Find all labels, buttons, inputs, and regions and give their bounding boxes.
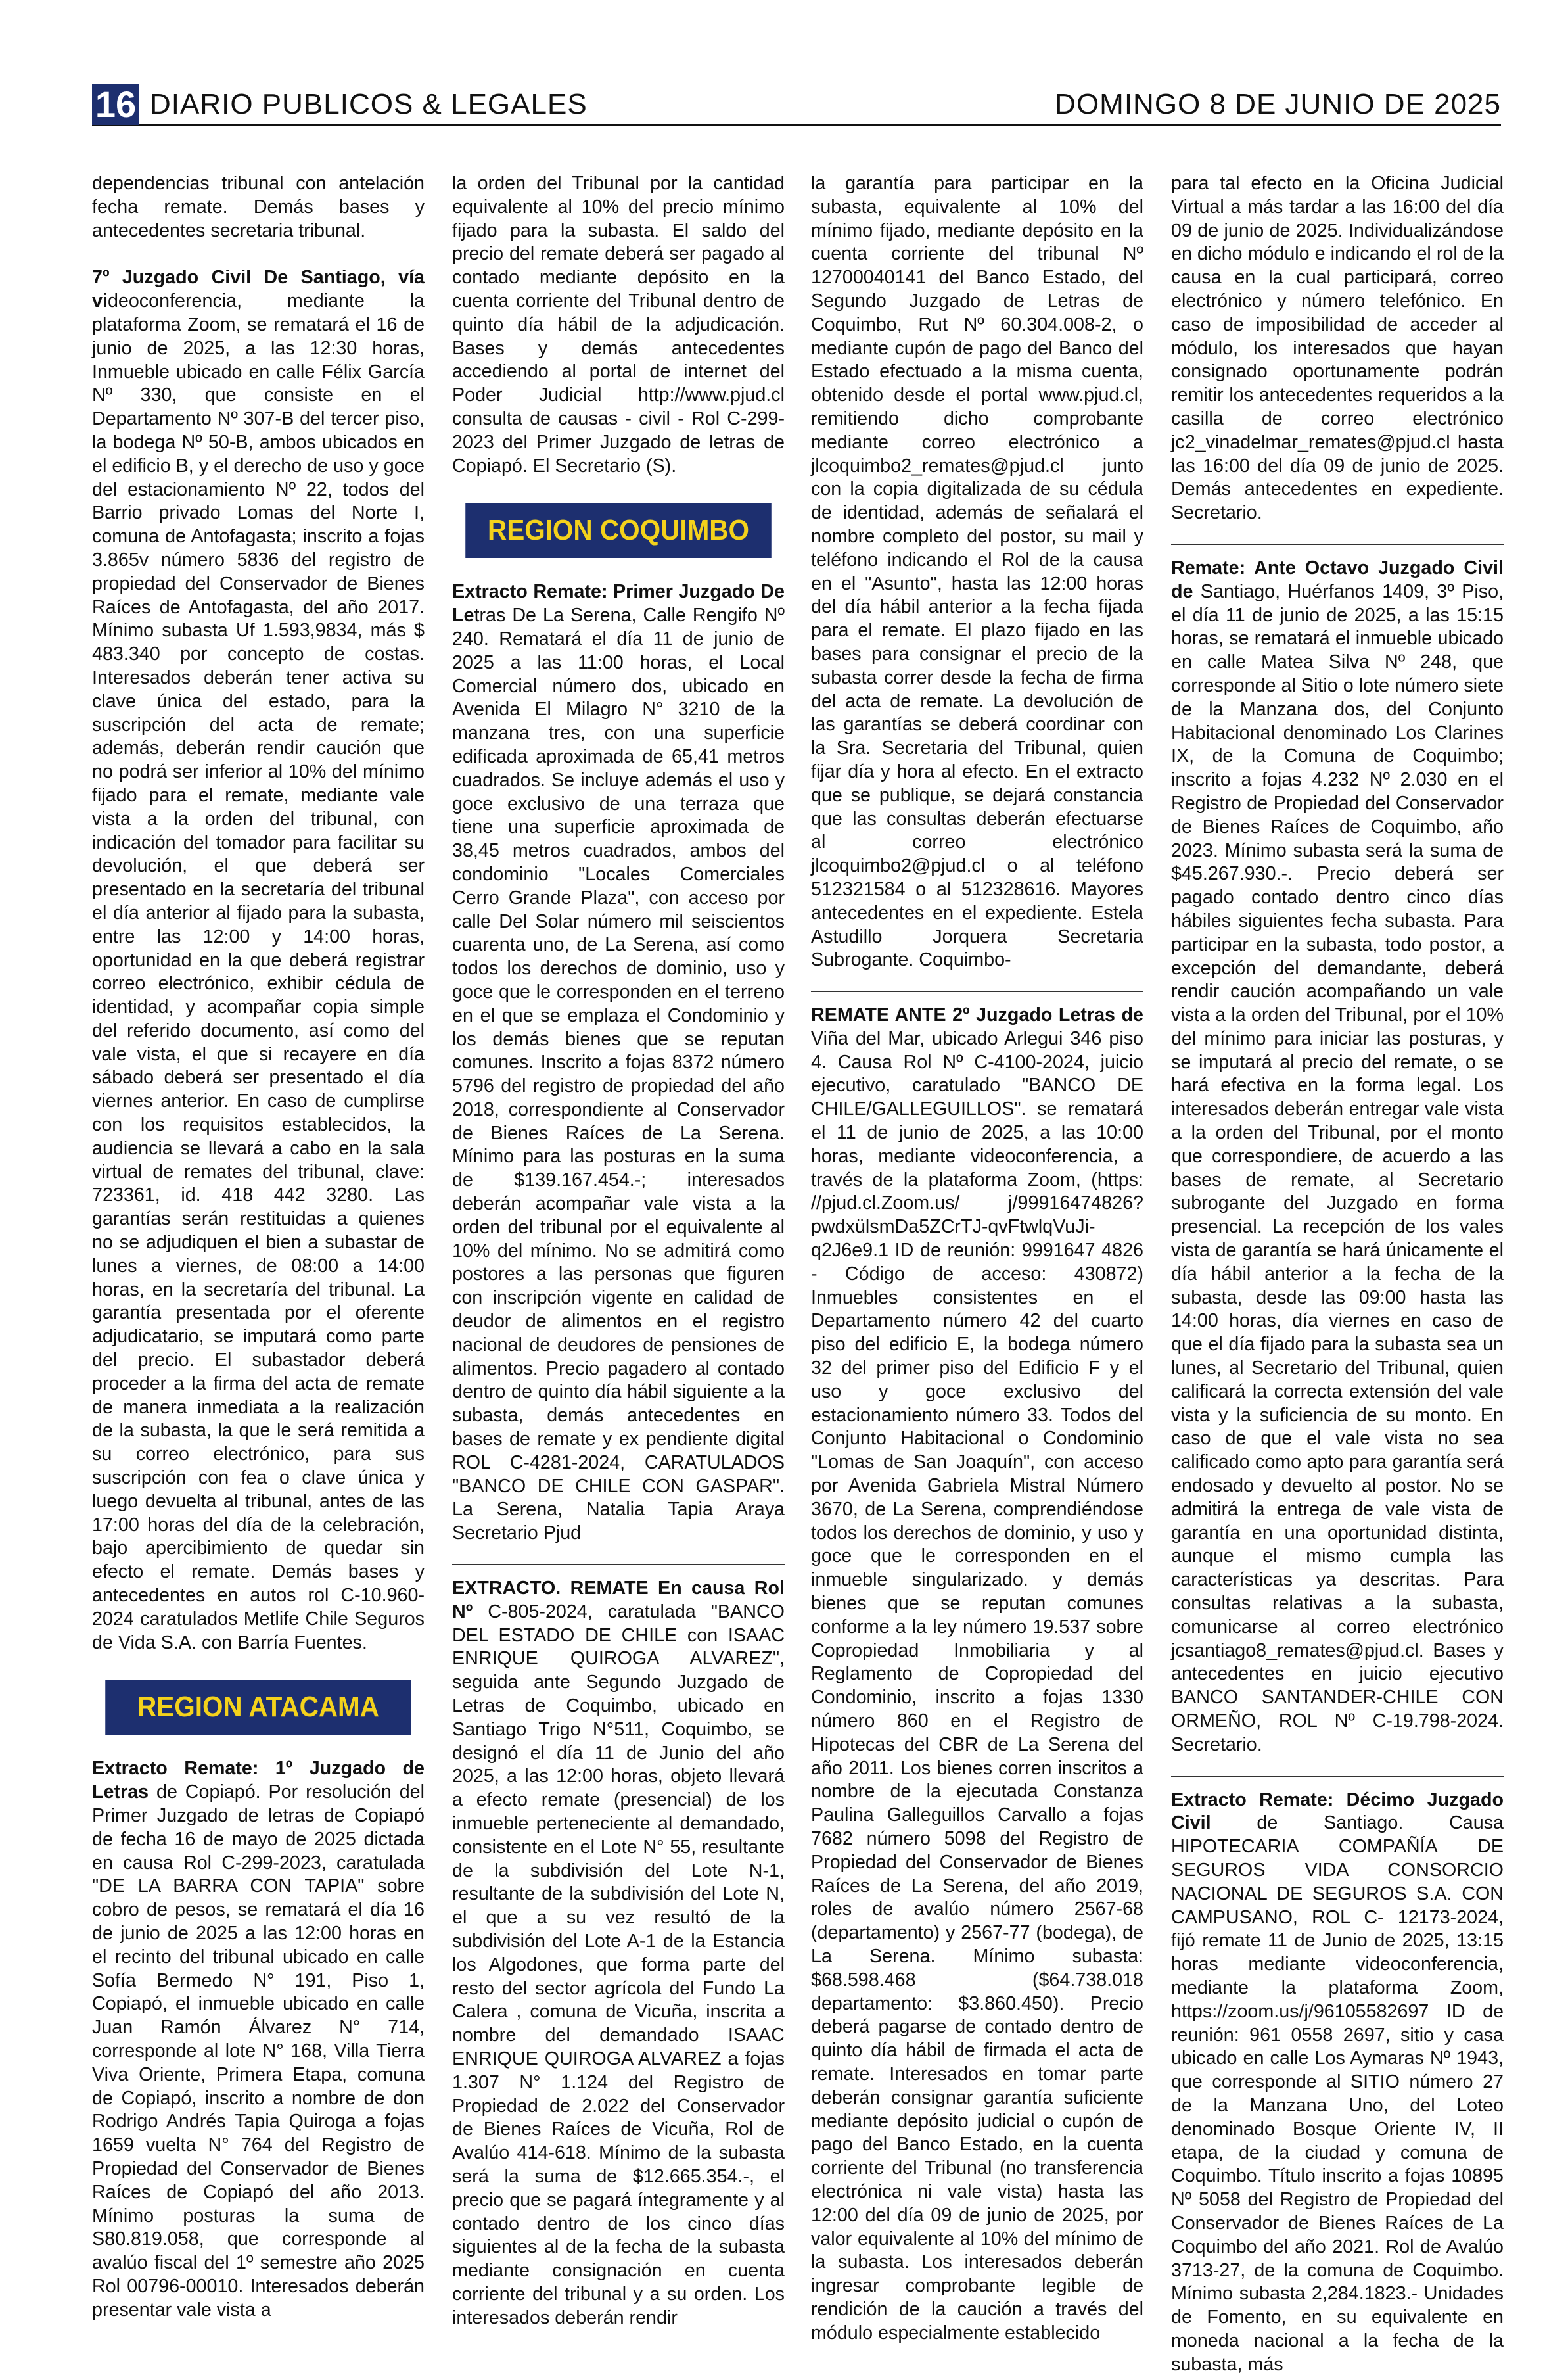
notice-lead: Extracto Remate: Décimo Juzgado Civil bbox=[1171, 1789, 1504, 1834]
notice-body: Santiago, Huérfanos 1409, 3º Piso, el día 11 de junio de 2025, a las 15:15 horas, se rematará el inmueble ubicado en calle Matea Silva Nº 248, que corresponde al Sitio o lote número siete de la Manzana dos, del Conjunto Habitacional denominado Los Clarines IX, de la Comuna de Coquimbo; inscrito a fojas 4.232 Nº 2.030 en el Registro de Propiedad del Conservador de Bienes Raíces de Coquimbo, año 2023. Mínimo subasta será la suma de $45.267.930.-. Precio deberá ser pagado contado dentro cinco días hábiles siguientes fecha subasta. Para participar en la subasta, todo postor, a excepción del demandante, deberá rendir caución acompañando un vale vista a la orden del Tribunal, por el 10% del mínimo para iniciar las posturas, y se imputará al precio del remate, o se hará efectiva en la forma legal. Los interesados deberán entregar vale vista a la orden del Tribunal, por el monto que correspondiere, de acuerdo a las bases de remate, al Secretario subrogante del Juzgado en forma presencial. La recepción de los vales vista de garantía se hará únicamente el día hábil anterior a la fecha de la subasta, desde las 09:00 hasta las 14:00 horas, día viernes en caso de que el día fijado para la subasta sea un lunes, al Secretario del Tribunal, quien calificará la correcta extensión del vale vista y la suficiencia de su monto. En caso de que el vale vista no sea calificado como apto para garantía será endosado y devuelto al postor. No se admitirá la entrega de vale vista de garantía en una oportunidad distinta, aunque el mismo cumpla las características ya descritas. Para consultas relativas a la subasta, comunicarse al correo electrónico jcsantiago8_remates@pjud.cl. Bases y antecedentes en juicio ejecutivo BANCO SANTANDER-CHILE CON ORMEÑO, ROL Nº C-19.798-2024. Secretario. bbox=[1171, 580, 1504, 1755]
notice bbox=[452, 1577, 785, 2330]
notice-lead: Extracto Remate: 1º Juzgado de Letras bbox=[92, 1758, 425, 1803]
divider bbox=[1171, 544, 1504, 545]
notice-lead: Extracto Remate: Primer Juzgado De Le bbox=[452, 581, 785, 626]
column-3 bbox=[811, 172, 1143, 2343]
column-1 bbox=[92, 172, 425, 2320]
continued-text: la orden del Tribunal por la cantidad equivalente al 10% del precio mínimo fijado para la subasta. El saldo del precio del remate deberá ser pagado al contado mediante depósito en la cuenta corriente del Tribunal dentro de quinto día hábil de la adjudicación. Bases y demás antecedentes accediendo al portal de internet del Poder Judicial http://www.pjud.cl consulta de causas - civil - Rol C-299-2023 del Primer Juzgado de letras de Copiapó. El Secretario (S). bbox=[452, 173, 785, 477]
notice bbox=[811, 1004, 1143, 2345]
region-heading: REGION COQUIMBO bbox=[465, 503, 772, 558]
notice bbox=[1171, 557, 1504, 1757]
notice-lead: EXTRACTO. REMATE En causa Rol Nº bbox=[452, 1578, 785, 1622]
divider bbox=[1171, 1776, 1504, 1777]
notice bbox=[452, 580, 785, 1545]
notice-lead: REMATE ANTE 2º Juzgado Letras de bbox=[811, 1004, 1143, 1026]
publication-name: DIARIO PUBLICOS & LEGALES bbox=[150, 88, 588, 120]
notice-body: de Copiapó. Por resolución del Primer Juzgado de letras de Copiapó de fecha 16 de mayo de 2025 dictada en causa Rol C-299-2023, caratulada "DE LA BARRA CON TAPIA" sobre cobro de pesos, se rematará el día 16 de junio de 2025 a las 12:00 horas en el recinto del tribunal ubicado en calle Sofía Bermedo N° 191, Piso 1, Copiapó, el inmueble ubicado en calle Juan Ramón Álvarez N° 714, corresponde al lote N° 168, Villa Tierra Viva Oriente, Primera Etapa, comuna de Copiapó, inscrito a nombre de don Rodrigo Andrés Tapia Quiroga a fojas 1659 vuelta N° 764 del Registro de Propiedad del Conservador de Bienes Raíces de Copiapó del año 2013. Mínimo posturas la suma de S80.819.058, que corresponde al avalúo fiscal del 1º semestre año 2025 Rol 00796-00010. Interesados deberán presentar vale vista a bbox=[92, 1781, 425, 2320]
notice-lead: 7º Juzgado Civil De Santiago, vía vi bbox=[92, 267, 425, 312]
notice-body: Viña del Mar, ubicado Arlegui 346 piso 4. Causa Rol Nº C-4100-2024, juicio ejecutivo, caratulado "BANCO DE CHILE/GALLEGUILLOS". se rematará el 11 de junio de 2025, a las 10:00 horas, mediante videoconferencia, a través de la plataforma Zoom, (https: //pjud.cl.Zoom.us/ j/99916474826?pwdxülsmDa5ZCrTJ-qvFtwlqVuJi-q2J6e9.1 ID de reunión: 9991647 4826 - Código de acceso: 430872) Inmuebles consistentes en el Departamento número 42 del cuarto piso del edificio E, la bodega número 32 del primer piso del Edificio F y el uso y goce exclusivo del estacionamiento número 33. Todos del Conjunto Habitacional o Condominio "Lomas de San Joaquín", con acceso por Avenida Gabriela Mistral Número 3670, de La Serena, comprendiéndose todos los derechos de dominio, y uso y goce que le corresponden en el inmueble singularizado. y demás bienes que se reputan comunes conforme a la ley número 19.537 sobre Copropiedad Inmobiliaria y al Reglamento de Copropiedad del Condominio, inscrito a fojas 1330 número 860 en el Registro de Hipotecas del CBR de La Serena del año 2011. Los bienes corren inscritos a nombre de la ejecutada Constanza Paulina Galleguillos Carvallo a fojas 7682 número 5098 del Registro de Propiedad del Conservador de Bienes Raíces de La Serena, del año 2019, roles de avalúo número 2567-68 (departamento) y 2567-77 (bodega), de La Serena. Mínimo subasta: $68.598.468 ($64.738.018 departamento: $3.860.450). Precio deberá pagarse de contado dentro de quinto día hábil de firmada el acta de remate. Interesados en tomar parte deberán consignar garantía suficiente mediante depósito judicial o cupón de pago del Banco Estado, en la cuenta corriente del Tribunal (no transferencia electrónica ni vale vista) hasta las 12:00 del día 09 de junio de 2025, por valor equivalente al 10% del mínimo de la subasta. Los interesados deberán ingresar comprobante legible de rendición de la caución a través del módulo especialmente establecido bbox=[811, 1027, 1143, 2343]
column-2 bbox=[452, 172, 785, 2328]
page-number: 16 bbox=[92, 84, 139, 125]
continued-text: dependencias tribunal con antelación fecha remate. Demás bases y antecedentes secretaria tribunal. bbox=[92, 173, 425, 241]
page-header bbox=[92, 84, 1501, 126]
notice-body: C-805-2024, caratulada "BANCO DEL ESTADO DE CHILE con ISAAC ENRIQUE QUIROGA ALVAREZ", seguida ante Segundo Juzgado de Letras de Coquimbo, ubicado en Santiago Trigo N°511, Coquimbo, se designó el día 11 de Junio del año 2025, a las 12:00 horas, objeto llevará a efecto remate (presencial) de los inmueble perteneciente al demandado, consistente en el Lote N° 55, resultante de la subdivisión del Lote N-1, resultante de la subdivisión del Lote N, el que a su vez resultó de la subdivisión del Lote A-1 de la Estancia los Algodones, que forma parte del resto del sector agrícola del Fundo La Calera , comuna de Vicuña, inscrita a nombre del demandado ISAAC ENRIQUE QUIROGA ALVAREZ a fojas 1.307 N° 1.124 del Registro de Propiedad de 2.022 del Conservador de Bienes Raíces de Vicuña, Rol de Avalúo 414-618. Mínimo de la subasta será la suma de $12.665.354.-, el precio que se pagará íntegramente y al contado dentro de los cinco días siguientes al de la fecha de la subasta mediante consignación en cuenta corriente del tribunal y a su orden. Los interesados deberán rendir bbox=[452, 1601, 785, 2328]
notice-lead: Remate: Ante Octavo Juzgado Civil de bbox=[1171, 557, 1504, 602]
notice bbox=[1171, 1789, 1504, 2377]
notice-body: tras De La Serena, Calle Rengifo Nº 240. Rematará el día 11 de junio de 2025 a las 11:00 horas, el Local Comercial número dos, ubicado en Avenida El Milagro N° 3210 de la manzana tres, con una superficie edificada aproximada de 65,41 metros cuadrados. Se incluye además el uso y goce exclusivo de una terraza que tiene una superficie aproximada de 38,45 metros cuadrados, ambos del condominio "Locales Comerciales Cerro Grande Plaza", con acceso por calle Del Solar número mil seiscientos cuarenta uno, de La Serena, así como todos los derechos de dominio, uso y goce que le corresponden en el terreno en el que se emplaza el Condominio y los demás bienes que se reputan comunes. Inscrito a fojas 8372 número 5796 del registro de propiedad del año 2018, correspondiente al Conservador de Bienes Raíces de La Serena. Mínimo para las posturas en la suma de $139.167.454.-; interesados deberán acompañar vale vista a la orden del tribunal por el equivalente al 10% del mínimo. No se admitirá como postores a las personas que figuren con inscripción vigente en calidad de deudor de alimentos en el registro nacional de deudores de pensiones de alimentos. Precio pagadero al contado dentro de quinto día hábil siguiente a la subasta, demás antecedentes en bases de remate y ex pendiente digital ROL C-4281-2024, CARATULADOS "BANCO DE CHILE CON GASPAR". La Serena, Natalia Tapia Araya Secretario Pjud bbox=[452, 605, 785, 1544]
divider bbox=[811, 991, 1143, 992]
column-4 bbox=[1171, 172, 1504, 2375]
notice bbox=[92, 266, 425, 1655]
continued-text: para tal efecto en la Oficina Judicial Virtual a más tardar a las 16:00 del día 09 de junio de 2025. Individualizándose en dicho módulo e indicando el rol de la causa en la cual participará, correo electrónico y número telefónico. En caso de imposibilidad de acceder al módulo, los interesados que hayan consignado oportunamente podrán remitir los antecedentes requeridos a la casilla de correo electrónico jc2_vinadelmar_remates@pjud.cl hasta las 16:00 del día 09 de junio de 2025. Demás antecedentes en expediente. Secretario. bbox=[1171, 173, 1504, 524]
region-heading: REGION ATACAMA bbox=[105, 1680, 411, 1735]
continued-text: la garantía para participar en la subasta, equivalente al 10% del mínimo fijado, mediante depósito en la cuenta corriente del tribunal Nº 12700040141 del Banco Estado, del Segundo Juzgado de Letras de Coquimbo, Rut Nº 60.304.008-2, o mediante cupón de pago del Banco del Estado efectuado a la misma cuenta, obtenido desde el portal www.pjud.cl, remitiendo dicho comprobante mediante correo electrónico a jlcoquimbo2_remates@pjud.cl junto con la copia digitalizada de su cédula de identidad, además de señalará el nombre completo del postor, su mail y teléfono indicando el Rol de la causa en el "Asunto", hasta las 12:00 horas del día hábil anterior a la fecha fijada para el remate. El plazo fijado en las bases para consignar el precio de la subasta correr desde la fecha de firma del acta de remate. La devolución de las garantías se deberá coordinar con la Sra. Secretaria del Tribunal, quien fijar día y hora al efecto. En el extracto que se publique, se dejará constancia que las consultas deberán efectuarse al correo electrónico jlcoquimbo2@pjud.cl o al teléfono 512321584 o al 512328616. Mayores antecedentes en el expediente. Estela Astudillo Jorquera Secretaria Subrogante. Coquimbo- bbox=[811, 173, 1143, 971]
notice bbox=[92, 1757, 425, 2322]
notice-body: deoconferencia, mediante la plataforma Zoom, se rematará el 16 de junio de 2025, a las 12:30 horas, Inmueble ubicado en calle Félix García Nº 330, que consiste en el Departamento Nº 307-B del tercer piso, la bodega Nº 50-B, ambos ubicados en el edificio B, y el derecho de uso y goce del estacionamiento Nº 22, todos del Barrio privado Lomas del Norte I, comuna de Antofagasta; inscrito a fojas 3.865v número 5836 del registro de propiedad del Conservador de Bienes Raíces de Antofagasta, del año 2017. Mínimo subasta Uf 1.593,9834, más $ 483.340 por concepto de costas. Interesados deberán tener activa su clave única del estado, para la suscripción del acta de remate; además, deberán rendir caución que no podrá ser inferior al 10% del mínimo fijado para el remate, mediante vale vista a la orden del tribunal, con indicación del tomador para facilitar su devolución, el que deberá ser presentado en la secretaría del tribunal el día anterior al fijado para la subasta, entre las 12:00 y 14:00 horas, oportunidad en la que deberá registrar correo electrónico, exhibir cédula de identidad, y acompañar copia simple del referido documento, así como del vale vista, el que si recayere en día sábado deberá ser presentado el día viernes anterior. En caso de cumplirse con los requisitos establecidos, la audiencia se llevará a cabo en la sala virtual de remates del tribunal, clave: 723361, id. 418 442 3280. Las garantías serán restituidas a quienes no se adjudiquen el bien a subastar de lunes a viernes, de 08:00 a 14:00 horas, en la secretaría del tribunal. La garantía presentada por el oferente adjudicatario, se imputará como parte del precio. El subastador deberá proceder a la firma del acta de remate de manera inmediata a la realización de la subasta, la que le será remitida a su correo electrónico, para sus suscripción con fea o clave única y luego devuelta al tribunal, antes de las 17:00 horas del día de la celebración, bajo apercibimiento de quedar sin efecto el remate. Demás bases y antecedentes en autos rol C-10.960-2024 caratulados Metlife Chile Seguros de Vida S.A. con Barría Fuentes. bbox=[92, 291, 425, 1653]
notice-body: de Santiago. Causa HIPOTECARIA COMPAÑÍA DE SEGUROS VIDA CONSORCIO NACIONAL DE SEGUROS S.A. CON CAMPUSANO, ROL C- 12173-2024, fijó remate 11 de Junio de 2025, 13:15 horas mediante videoconferencia, mediante la plataforma Zoom, https://zoom.us/j/96105582697 ID de reunión: 961 0558 2697, sitio y casa ubicado en calle Los Aymaras Nº 1943, que corresponde al SITIO número 27 de la Manzana Uno, del Loteo denominado Bosque Oriente IV, II etapa, de la ciudad y comuna de Coquimbo. Título inscrito a fojas 10895 Nº 5058 del Registro de Propiedad del Conservador de Bienes Raíces de La Coquimbo del año 2021. Rol de Avalúo 3713-27, de la comuna de Coquimbo. Mínimo subasta 2,284.1823.- Unidades de Fomento, en su equivalente en moneda nacional a la fecha de la subasta, más bbox=[1171, 1812, 1504, 2375]
divider bbox=[452, 1564, 785, 1565]
publication-date: DOMINGO 8 DE JUNIO DE 2025 bbox=[1055, 88, 1501, 120]
